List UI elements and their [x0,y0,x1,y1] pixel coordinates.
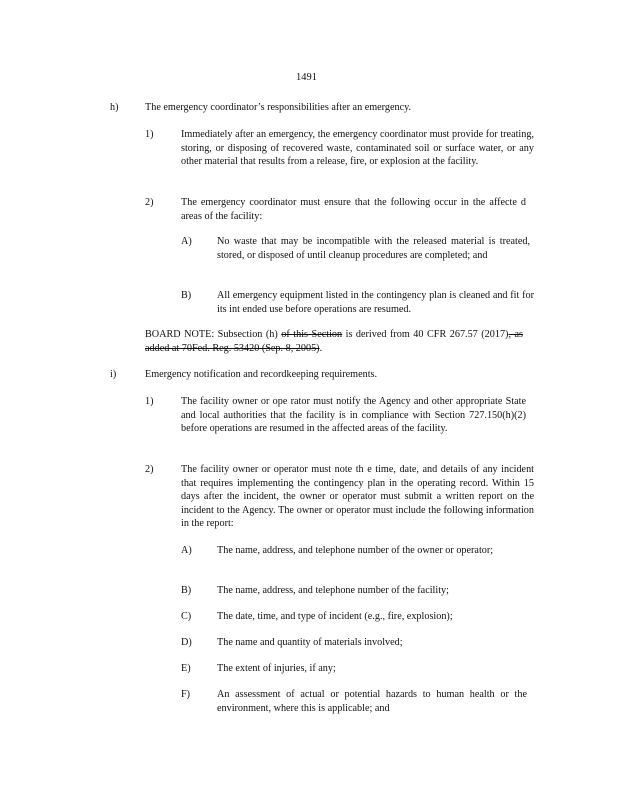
item-h2a-label: A) [181,236,192,247]
page-number: 1491 [296,72,317,83]
item-i2-label: 2) [145,464,154,475]
item-i2d-label: D) [181,637,192,648]
board-note [145,328,523,355]
item-i2c-label: C) [181,611,192,622]
item-i2f-text: An assessment of actual or potential hazards to human health or the environment, where this is applicable; and [217,689,527,714]
item-h2a-text: No waste that may be incompatible with the released material is treated, stored, or disposed of until cleanup procedures are completed; and [217,236,530,261]
board-note-struck-2: , as added at 70Fed. Reg. 53420 (Sep. 8, 2005) [145,329,523,354]
section-h-label: h) [110,102,119,113]
item-h2b-text: All emergency equipment listed in the contingency plan is cleaned and fit for its int ended use before operations are resumed. [217,290,534,315]
item-i2c-text: The date, time, and type of incident (e.g., fire, explosion); [217,611,453,622]
item-i2a-label: A) [181,545,192,556]
item-i2a-text: The name, address, and telephone number of the owner or operator; [217,545,494,556]
board-note-struck-1: of this Section [281,329,343,340]
section-i-heading: Emergency notification and recordkeeping requirements. [145,369,378,380]
item-i1-label: 1) [145,396,154,407]
board-note-suffix: . [319,342,323,354]
board-note-prefix: BOARD NOTE: Subsection (h) [145,329,278,340]
board-note-middle: is derived from 40 CFR 267.57 (2017) [345,329,509,340]
item-i2-text: The facility owner or operator must note th e time, date, and details of any incident that requires implementing the contingency plan in the operating record. Within 15 days after the incident, the owner or operator must submit a written report on the incident to the Agency. The owner or operator must include the following information in the report: [181,464,534,530]
item-h2-text: The emergency coordinator must ensure that the following occur in the affecte d areas of the facility: [181,197,526,222]
item-i2d-text: The name and quantity of materials involved; [217,637,403,648]
item-i2b-text: The name, address, and telephone number of the facility; [217,585,449,596]
section-i-label: i) [110,369,117,380]
item-h2-label: 2) [145,197,154,208]
item-i1-text: The facility owner or ope rator must notify the Agency and other appropriate State and local authorities that the facility is in compliance with Section 727.150(h)(2) before operations are resumed in the affected areas of the facility. [181,396,526,435]
item-i2b-label: B) [181,585,192,596]
item-i2e-text: The extent of injuries, if any; [217,663,336,674]
item-i2f-label: F) [181,689,191,700]
item-h1-text: Immediately after an emergency, the emergency coordinator must provide for treating, storing, or disposing of recovered waste, contaminated soil or surface water, or any other material that results from a release, fire, or explosion at the facility. [181,129,534,168]
item-h2b-label: B) [181,290,192,301]
item-h1-label: 1) [145,129,154,140]
item-i2e-label: E) [181,663,191,674]
section-h-heading: The emergency coordinator’s responsibilities after an emergency. [145,102,412,113]
